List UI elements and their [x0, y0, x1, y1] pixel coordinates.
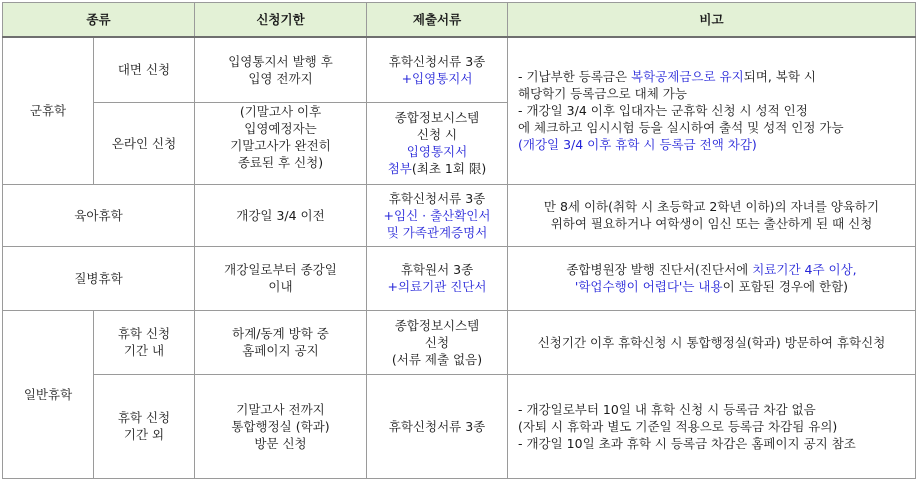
subtype-outside-period: [94, 374, 195, 478]
period-line: 입영 전까지: [248, 70, 313, 86]
period-line: 종료된 후 신청): [237, 154, 324, 170]
period-childcare: 개강일 3/4 이전: [195, 184, 367, 246]
period-line: 방문 신청: [254, 435, 307, 451]
remarks-highlight: '학업수행이 어렵다'는 내용: [574, 279, 723, 294]
remarks-line: - 개강일 10일 초과 휴학 시 등록금 차감은 홈페이지 공지 참조: [518, 435, 856, 451]
remarks-line: (개강일 3/4 이후 휴학 시 등록금 전액 차감): [518, 137, 757, 153]
category-illness: 질병휴학: [3, 246, 195, 310]
period-line: (기말고사 이후: [239, 103, 322, 119]
docs-line: 종합정보시스템: [394, 317, 480, 333]
docs-illness: [367, 246, 508, 310]
header-row: [3, 3, 916, 38]
remarks-general-within: 신청기간 이후 휴학신청 시 통합행정실(학과) 방문하여 휴학신청: [508, 310, 916, 374]
remarks-general-outside: [508, 374, 916, 478]
leave-of-absence-table: [2, 2, 916, 479]
period-line: 통합행정실 (학과): [231, 418, 330, 434]
period-illness: [195, 246, 367, 310]
remarks-text: 이 포함된 경우에 한함): [722, 279, 849, 294]
docs-extra-line: 입영통지서: [406, 144, 468, 159]
docs-note: (최초 1회 限): [411, 161, 487, 176]
subtype-within-period: [94, 310, 195, 374]
category-military: 군휴학: [3, 37, 94, 184]
table-row-military-in-person: [3, 37, 916, 102]
period-line: 입영예정자는: [244, 120, 317, 136]
category-childcare: 육아휴학: [3, 184, 195, 246]
period-military-exam-note: [195, 102, 367, 184]
remarks-highlight: 치료기간 4주 이상,: [752, 262, 857, 277]
docs-line: 신청: [424, 334, 450, 350]
table-row-general-within: [3, 310, 916, 374]
period-line: 이내: [268, 279, 293, 294]
remarks-illness: [508, 246, 916, 310]
docs-line: 휴학원서 3종: [400, 262, 474, 277]
remarks-text: 종합병원장 발행 진단서(진단서에: [566, 262, 753, 277]
subtype-line: 기간 내: [123, 343, 165, 358]
remarks-line: (자퇴 시 휴학과 별도 기준일 적용으로 등록금 차감됨 유의): [518, 418, 838, 434]
docs-line: 신청 시: [416, 127, 458, 142]
remarks-text: 되며, 복학 시: [743, 69, 816, 85]
remarks-text: - 기납부한 등록금은: [518, 69, 632, 85]
docs-military-online: [367, 102, 508, 184]
docs-extra-line: +임신 · 출산확인서: [383, 207, 491, 223]
period-military-in-person: [195, 37, 367, 102]
table-row-illness: [3, 246, 916, 310]
subtype-line: 기간 외: [123, 427, 165, 442]
docs-line: 휴학신청서류 3종: [388, 190, 486, 206]
period-general-within: [195, 310, 367, 374]
remarks-line: [512, 261, 911, 278]
header-type: 종류: [3, 3, 195, 38]
docs-childcare: [367, 184, 508, 246]
remarks-line: 에 체크하고 임시시험 등을 실시하여 출석 및 성적 인정 가능: [518, 120, 844, 136]
docs-extra-line: 및 가족관계증명서: [386, 224, 488, 240]
subtype-online: 온라인 신청: [94, 102, 195, 184]
period-line: 하계/동계 방학 중: [232, 326, 329, 341]
docs-extra-text: 첨부: [387, 161, 412, 176]
docs-extra-line: +의료기관 진단서: [387, 279, 487, 294]
header-period: 신청기한: [195, 3, 367, 38]
subtype-line: 휴학 신청: [117, 326, 171, 341]
remarks-line: 만 8세 이하(취학 시 초등학교 2학년 이하)의 자녀를 양육하기: [543, 199, 880, 214]
remarks-highlight: 복학공제금으로 유지: [631, 69, 744, 85]
period-line: 입영통지서 발행 후: [228, 53, 333, 69]
period-line: 기말고사 전까지: [236, 401, 325, 417]
remarks-line: - 개강일로부터 10일 내 휴학 신청 시 등록금 차감 없음: [518, 401, 816, 417]
docs-general-outside: 휴학신청서류 3종: [367, 374, 508, 478]
period-line: 개강일로부터 종강일: [224, 262, 337, 277]
docs-line: (서류 제출 없음): [391, 351, 483, 367]
header-documents: 제출서류: [367, 3, 508, 38]
docs-line: 휴학신청서류 3종: [388, 53, 486, 69]
table-row-childcare: [3, 184, 916, 246]
period-line: 기말고사가 완전히: [230, 137, 331, 153]
remarks-line: 위하여 필요하거나 여학생이 임신 또는 출산하게 된 때 신청: [550, 216, 873, 231]
subtype-in-person: 대면 신청: [94, 37, 195, 102]
table-row-general-outside: [3, 374, 916, 478]
subtype-line: 휴학 신청: [117, 410, 171, 425]
remarks-line: [512, 278, 911, 295]
leave-of-absence-table-container: [2, 2, 916, 479]
docs-extra-line: +입영통지서: [401, 70, 473, 86]
docs-line: 종합정보시스템: [394, 110, 480, 125]
remarks-military: [508, 37, 916, 184]
category-general: 일반휴학: [3, 310, 94, 478]
header-remarks: 비고: [508, 3, 916, 38]
remarks-childcare: [508, 184, 916, 246]
remarks-line: 해당학기 등록금으로 대체 가능: [518, 86, 687, 102]
remarks-line: - 개강일 3/4 이후 입대자는 군휴학 신청 시 성적 인정: [518, 103, 808, 119]
docs-general-within: [367, 310, 508, 374]
remarks-line: [518, 68, 911, 85]
period-line: 홈페이지 공지: [242, 343, 319, 358]
docs-military-in-person: [367, 37, 508, 102]
docs-line: [371, 160, 503, 177]
period-general-outside: [195, 374, 367, 478]
